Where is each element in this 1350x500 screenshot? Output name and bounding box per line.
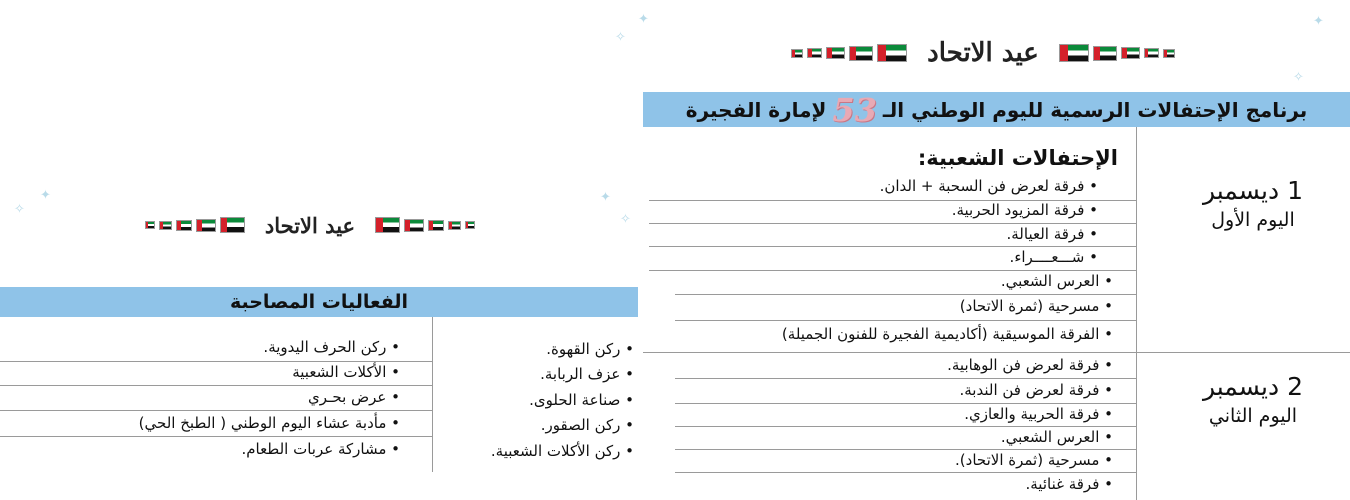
list-item: • مشاركة عربات الطعام. bbox=[241, 440, 400, 458]
list-item: • مسرحية (ثمرة الاتحاد). bbox=[955, 451, 1113, 469]
eid-al-etihad-logo: عيد الاتحاد bbox=[264, 212, 356, 238]
uae-flag-icon bbox=[791, 49, 803, 58]
uae-flag-icon bbox=[807, 48, 822, 58]
uae-flag-icon bbox=[375, 217, 400, 233]
uae-flag-icon bbox=[1144, 48, 1159, 58]
splash-decoration: ✦ bbox=[1313, 14, 1324, 29]
day2-label bbox=[1158, 372, 1348, 427]
uae-flag-icon bbox=[465, 221, 475, 229]
list-item: • الفرقة الموسيقية (أكاديمية الفجيرة للفنون الجميلة) bbox=[781, 325, 1113, 343]
list-item: • مأدبة عشاء اليوم الوطني ( الطبخ الحي) bbox=[138, 414, 400, 432]
row-divider bbox=[649, 223, 1136, 224]
program-number-53: 53 bbox=[832, 90, 877, 129]
program-title-bar bbox=[643, 92, 1350, 127]
row-divider bbox=[675, 320, 1136, 321]
splash-decoration: ✧ bbox=[615, 30, 626, 45]
row-divider bbox=[0, 385, 432, 386]
list-item: • ركن الأكلات الشعبية. bbox=[490, 442, 634, 460]
list-item: • شـــعــــراء. bbox=[1009, 248, 1098, 266]
uae-flag-icon bbox=[428, 220, 444, 231]
flags-row-left bbox=[791, 44, 907, 62]
header-banner bbox=[120, 210, 500, 240]
uae-flag-icon bbox=[196, 219, 216, 232]
list-item: • فرقة المزيود الحربية. bbox=[951, 201, 1098, 219]
activities-sheet bbox=[0, 172, 640, 500]
splash-decoration: ✧ bbox=[620, 212, 631, 227]
flags-row-right bbox=[1059, 44, 1175, 62]
uae-flag-icon bbox=[159, 221, 172, 230]
splash-decoration: ✧ bbox=[14, 202, 25, 217]
row-divider bbox=[649, 270, 1136, 271]
uae-flag-icon bbox=[1093, 46, 1117, 61]
splash-decoration: ✦ bbox=[638, 12, 649, 27]
column-divider bbox=[1136, 127, 1137, 500]
row-divider bbox=[0, 361, 432, 362]
list-item: • ركن الصقور. bbox=[540, 416, 634, 434]
section-heading: الإحتفالات الشعبية: bbox=[917, 146, 1118, 170]
list-item: • عرض بحـري bbox=[307, 388, 400, 406]
list-item: • ركن الحرف اليدوية. bbox=[263, 338, 400, 356]
list-item: • فرقة غنائية. bbox=[1025, 475, 1113, 493]
row-divider bbox=[0, 436, 432, 437]
day2-date: 2 ديسمبر bbox=[1202, 372, 1304, 401]
activities-title: الفعاليات المصاحبة bbox=[229, 291, 409, 313]
activities-title-bar bbox=[0, 287, 638, 317]
splash-decoration: ✧ bbox=[1293, 70, 1304, 85]
row-divider bbox=[675, 472, 1136, 473]
uae-flag-icon bbox=[176, 220, 192, 231]
day1-date: 1 ديسمبر bbox=[1202, 176, 1304, 205]
uae-flag-icon bbox=[220, 217, 245, 233]
list-item: • الأكلات الشعبية bbox=[292, 363, 400, 381]
day1-name: اليوم الأول bbox=[1211, 209, 1295, 231]
day-divider bbox=[643, 352, 1350, 353]
uae-flag-icon bbox=[448, 221, 461, 230]
row-divider bbox=[675, 403, 1136, 404]
uae-flag-icon bbox=[826, 47, 845, 59]
day1-label bbox=[1158, 176, 1348, 231]
uae-flag-icon bbox=[849, 46, 873, 61]
day2-name: اليوم الثاني bbox=[1208, 405, 1298, 427]
uae-flag-icon bbox=[1059, 44, 1089, 62]
splash-decoration: ✦ bbox=[40, 188, 51, 203]
row-divider bbox=[675, 426, 1136, 427]
uae-flag-icon bbox=[1163, 49, 1175, 58]
list-item: • عزف الربابة. bbox=[540, 365, 634, 383]
list-item: • فرقة لعرض فن الوهابية. bbox=[947, 356, 1113, 374]
uae-flag-icon bbox=[404, 219, 424, 232]
eid-al-etihad-logo: عيد الاتحاد bbox=[927, 38, 1039, 68]
list-item: • صناعة الحلوى. bbox=[529, 391, 634, 409]
program-title-end: لإمارة الفجيرة bbox=[685, 97, 827, 122]
header-banner bbox=[753, 36, 1213, 70]
row-divider bbox=[675, 449, 1136, 450]
flags-row-left bbox=[145, 217, 245, 233]
list-item: • العرس الشعبي. bbox=[1000, 428, 1113, 446]
list-item: • العرس الشعبي. bbox=[1000, 272, 1113, 290]
row-divider bbox=[649, 246, 1136, 247]
column-divider bbox=[432, 317, 433, 472]
row-divider bbox=[675, 378, 1136, 379]
program-title-start: برنامج الإحتفالات الرسمية لليوم الوطني الـ bbox=[882, 97, 1308, 122]
list-item: • فرقة لعرض فن السحبة + الدان. bbox=[879, 177, 1098, 195]
list-item: • ركن القهوة. bbox=[546, 340, 634, 358]
splash-decoration: ✦ bbox=[600, 190, 611, 205]
uae-flag-icon bbox=[877, 44, 907, 62]
row-divider bbox=[675, 294, 1136, 295]
list-item: • فرقة الحربية والعازي. bbox=[964, 405, 1113, 423]
list-item: • فرقة لعرض فن الندبة. bbox=[959, 381, 1113, 399]
uae-flag-icon bbox=[145, 221, 155, 229]
program-sheet bbox=[603, 0, 1350, 500]
list-item: • مسرحية (ثمرة الاتحاد) bbox=[959, 297, 1113, 315]
list-item: • فرقة العيالة. bbox=[1006, 225, 1098, 243]
row-divider bbox=[0, 410, 432, 411]
uae-flag-icon bbox=[1121, 47, 1140, 59]
flags-row-right bbox=[375, 217, 475, 233]
